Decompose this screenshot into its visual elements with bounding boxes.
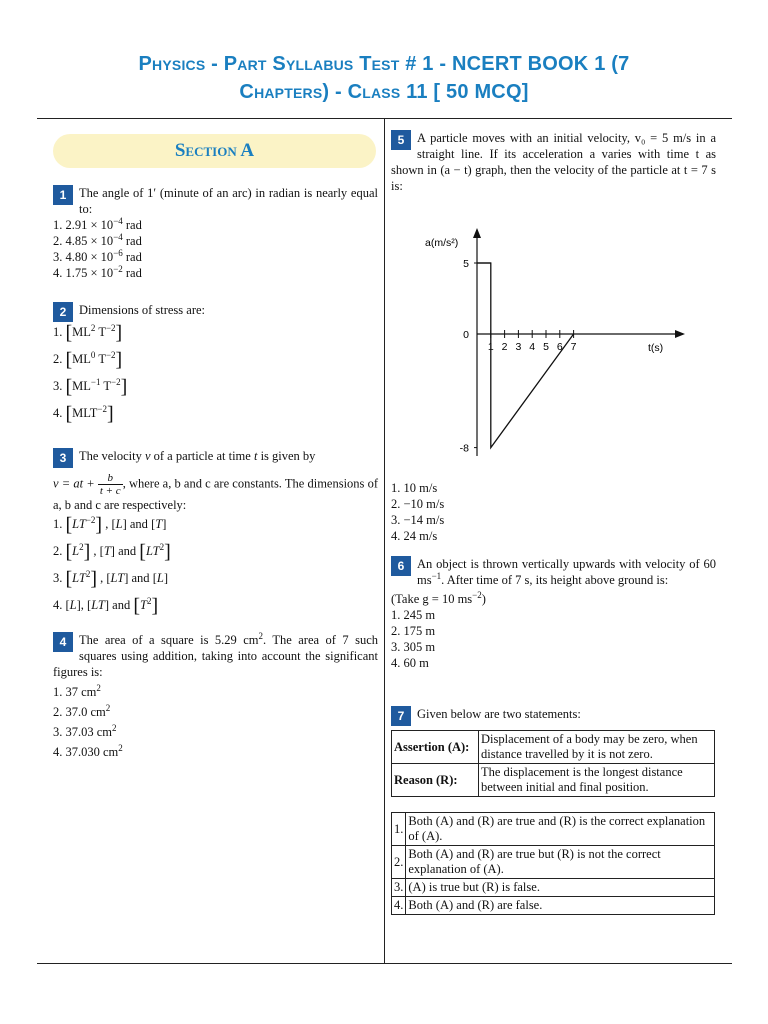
x-tick-label: 2 xyxy=(501,341,508,353)
question-number: 4 xyxy=(53,632,73,652)
option-4: Both (A) and (R) are false. xyxy=(406,897,715,915)
question-number: 1 xyxy=(53,185,73,205)
question-1 xyxy=(53,185,378,281)
question-number: 2 xyxy=(53,302,73,322)
y-tick-label: 0 xyxy=(463,329,469,341)
question-number: 7 xyxy=(391,706,411,726)
x-tick-label: 6 xyxy=(556,341,563,353)
question-3 xyxy=(53,448,378,624)
option-row-3: 3. (A) is true but (R) is false. xyxy=(392,879,715,897)
page-title xyxy=(0,50,768,106)
option-4: 4. 60 m xyxy=(391,656,429,670)
title-line-1: Physics - Part Syllabus Test # 1 - NCERT BOOK 1 (7 xyxy=(138,53,630,75)
question-5 xyxy=(391,130,716,194)
option-4: 4. $[MLT^{-2}]$ xyxy=(53,403,114,425)
option-2: 2. 175 m xyxy=(391,624,436,638)
options-table xyxy=(391,812,715,915)
option-1: Both (A) and (R) are true and (R) is the correct explanation of (A). xyxy=(406,813,715,846)
option-3: 3. [$ML^{-1}$ $T^{-2}$] xyxy=(53,376,128,398)
question-stem: A particle moves with an initial velocity, v₀ = 5 m/s in a straight line. If its acceleration a varies with time t as shown in (a − t) graph, then the velocity of the particle at t = 7 s is: xyxy=(391,131,716,193)
title-line-2: Chapters) - Class 11 [ 50 MCQ] xyxy=(239,81,529,103)
bottom-rule xyxy=(37,963,732,964)
acceleration-series-line xyxy=(477,263,574,448)
option-row-4: 4. Both (A) and (R) are false. xyxy=(392,897,715,915)
option-2: 2. $4.85 \times 10^{-4}$ rad xyxy=(53,231,142,248)
question-stem: Dimensions of stress are: xyxy=(79,303,206,317)
assertion-row xyxy=(392,731,715,764)
option-4: 4. 24 m/s xyxy=(391,529,438,543)
x-tick-label: 4 xyxy=(529,341,536,353)
x-tick-label: 3 xyxy=(515,341,522,353)
option-4: 4. $1.75 \times 10^{-2}$ rad xyxy=(53,263,142,280)
option-2: 2. $[L^2]$ , [T] and $[LT^2]$ xyxy=(53,541,171,563)
option-1: 1. [$ML^2$ $T^{-2}$] xyxy=(53,322,123,344)
option-3: 3. −14 m/s xyxy=(391,513,445,527)
option-4: 4. [L], [LT] and $[T^2]$ xyxy=(53,595,159,617)
x-tick-label: 7 xyxy=(570,341,577,353)
question-stem: The angle of 1′ (minute of an arc) in radian is nearly equal to: xyxy=(79,186,378,216)
acceleration-time-graph xyxy=(421,216,721,466)
statements-table xyxy=(391,730,715,797)
section-a-header: Section A xyxy=(53,134,376,168)
question-stem: An object is thrown vertically upwards with velocity of 60 $ms^{-1}$. After time of 7 s, its height above ground is: xyxy=(417,557,716,587)
option-2: Both (A) and (R) are true but (R) is not the correct explanation of (A). xyxy=(406,846,715,879)
y-axis-label: a(m/s²) xyxy=(425,237,459,249)
question-7 xyxy=(391,706,716,915)
option-3: (A) is true but (R) is false. xyxy=(406,879,715,897)
question-4 xyxy=(53,632,378,764)
assertion-text: Displacement of a body may be zero, when distance travelled by it is not zero. xyxy=(479,731,715,764)
option-1: 1. 245 m xyxy=(391,608,436,622)
question-number: 5 xyxy=(391,130,411,150)
x-axis-label: t(s) xyxy=(648,342,664,354)
option-2: 2. [$ML^0$ $T^{-2}$] xyxy=(53,349,123,371)
question-number: 3 xyxy=(53,448,73,468)
option-row-1: 1. Both (A) and (R) are true and (R) is the correct explanation of (A). xyxy=(392,813,715,846)
question-stem: The area of a square is 5.29 $cm^2$. The area of 7 such squares using addition, taking into account the significant figures is: xyxy=(53,630,378,679)
question-5-options xyxy=(391,480,716,544)
option-1: 1. $[LT^{-2}]$ , [L] and [T] xyxy=(53,514,167,536)
assertion-label: Assertion (A): xyxy=(392,731,479,764)
option-4: 4. 37.030 $cm^2$ xyxy=(53,742,123,759)
option-1: 1. 10 m/s xyxy=(391,481,438,495)
question-stem: The velocity v of a particle at time t is given by xyxy=(79,449,316,463)
option-3: 3. 37.03 $cm^2$ xyxy=(53,722,117,739)
option-3: 3. $4.80 \times 10^{-6}$ rad xyxy=(53,247,142,264)
option-row-2: 2. Both (A) and (R) are true but (R) is not the correct explanation of (A). xyxy=(392,846,715,879)
reason-label: Reason (R): xyxy=(392,764,479,797)
option-1: 1. $2.91 \times 10^{-4}$ rad xyxy=(53,215,142,232)
question-equation: v = at + $\frac{b}{t + c}$ , where a, b and c are constants. The dimensions of a, b and c are respectively: xyxy=(53,472,378,512)
reason-text: The displacement is the longest distance between initial and final position. xyxy=(479,764,715,797)
question-6 xyxy=(391,556,716,671)
option-1: 1. 37 $cm^2$ xyxy=(53,682,101,699)
x-axis-arrow xyxy=(675,330,685,338)
reason-row xyxy=(392,764,715,797)
option-3: 3. 305 m xyxy=(391,640,436,654)
option-2: 2. 37.0 $cm^2$ xyxy=(53,702,111,719)
question-number: 6 xyxy=(391,556,411,576)
option-3: 3. $[LT^2]$ , [LT] and [L] xyxy=(53,568,168,590)
x-tick-label: 5 xyxy=(543,341,549,353)
x-tick-label: 1 xyxy=(487,341,494,353)
y-tick-label: -8 xyxy=(459,442,469,455)
question-stem: Given below are two statements: xyxy=(417,707,581,721)
given-value: (Take g = 10 $ms^{-2}$) xyxy=(391,589,486,606)
option-2: 2. −10 m/s xyxy=(391,497,445,511)
question-2 xyxy=(53,302,378,432)
column-divider xyxy=(384,118,385,964)
y-tick-label: 5 xyxy=(463,258,469,270)
y-axis-arrow xyxy=(473,228,481,238)
